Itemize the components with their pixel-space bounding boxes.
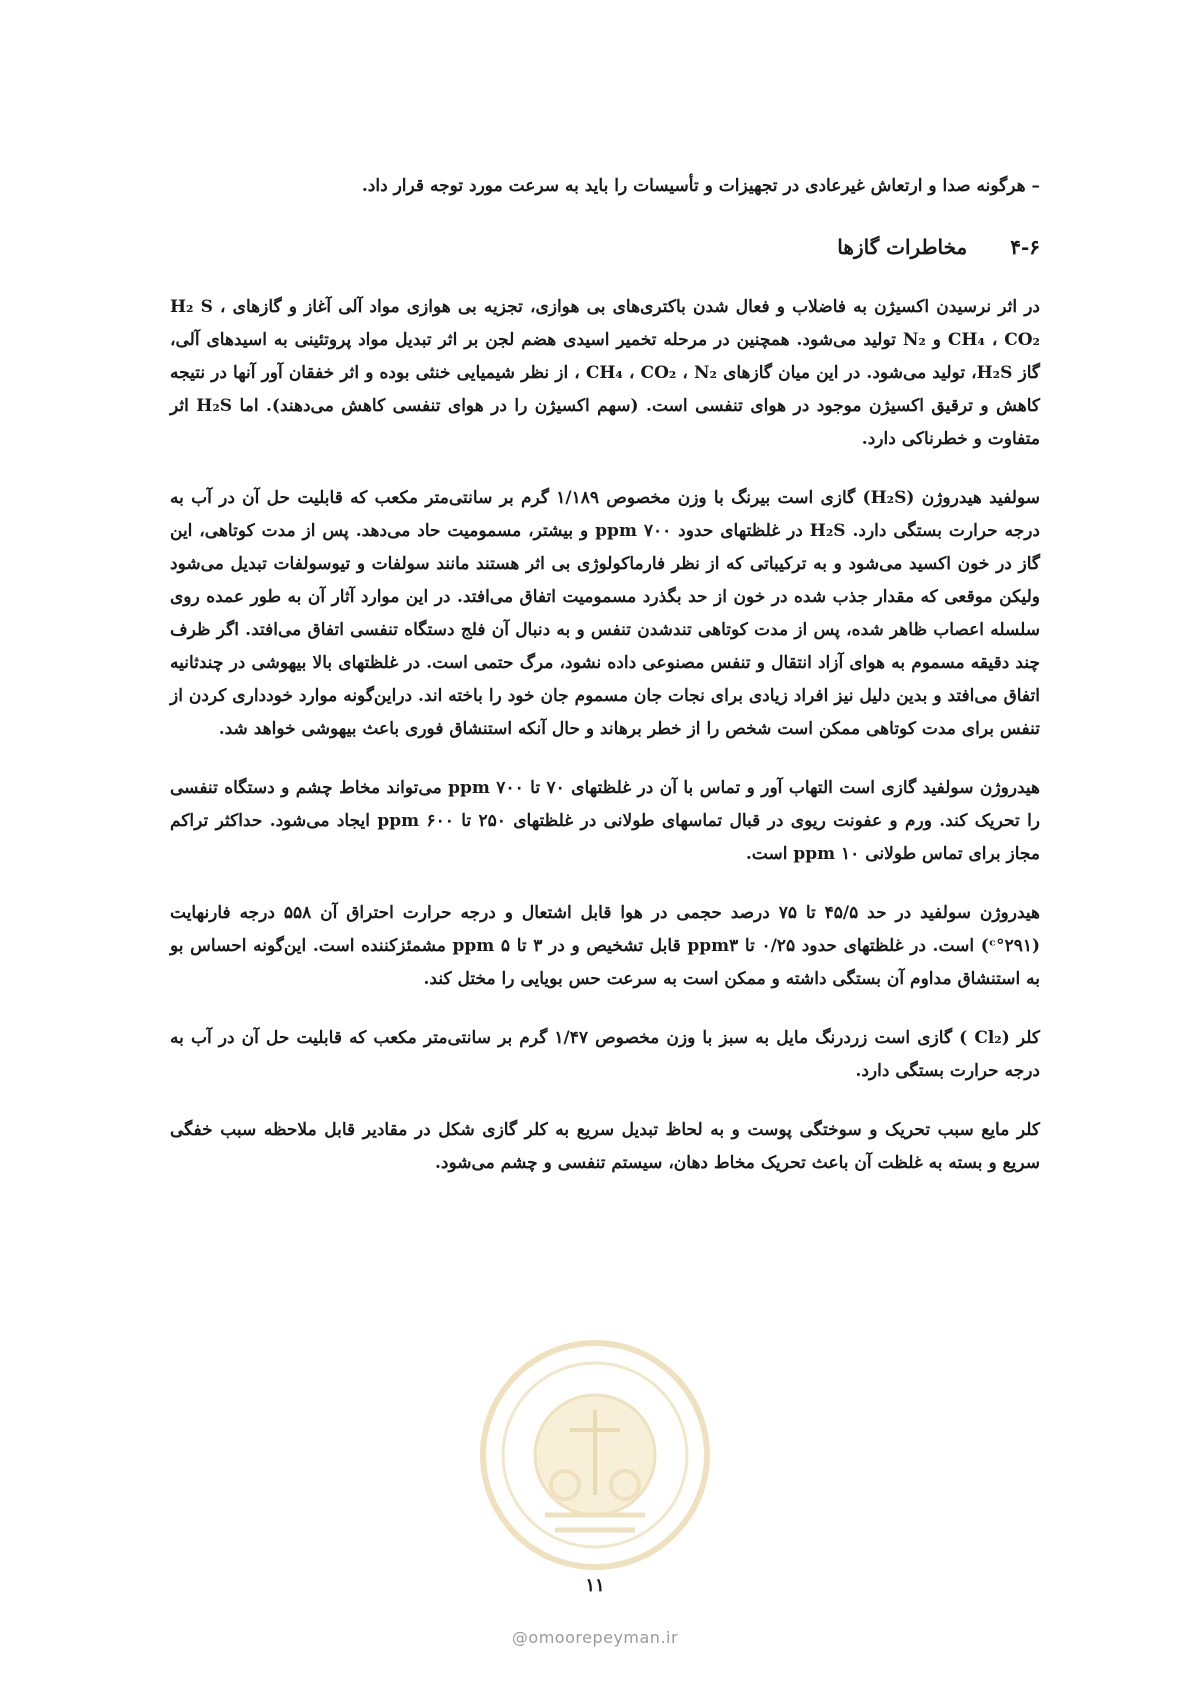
paragraph: هیدروژن سولفید در حد ۴۵/۵ تا ۷۵ درصد حجمی در هوا قابل اشتعال و درجه حرارت احتراق آن ۵۵۸ درجه فارنهایت (۲۹۱°ᶜ) است. در غلظتهای حدود ۰/۲۵ تا ppm۳ قابل تشخیص و در ۳ تا ppm ۵ مشمئزکننده است. این‌گونه احساس بو به استنشاق مداوم آن بستگی داشته و ممکن است به سرعت حس بویایی را مختل کند. (170, 903, 1041, 989)
section-heading (170, 229, 1040, 265)
paragraph: کلر مایع سبب تحریک و سوختگی پوست و به لحاظ تبدیل سریع به کلر گازی شکل در مقادیر قابل ملاحظه سبب خفگی سریع و بسته به غلظت آن باعث تحریک مخاط دهان، سیستم تنفسی و چشم می‌شود. (170, 1120, 1041, 1173)
section-number: ۴-۶ (1010, 235, 1040, 259)
paragraph: هیدروژن سولفید گازی است التهاب آور و تماس با آن در غلظتهای ۷۰ تا ppm ۷۰۰ می‌تواند مخاط چشم و دستگاه تنفسی را تحریک کند. ورم و عفونت ریوی در قبال تماسهای طولانی در غلظتهای ۲۵۰ تا ppm ۶۰۰ ایجاد می‌شود. حداکثر تراکم مجاز برای تماس طولانی ppm ۱۰ است. (170, 778, 1041, 864)
site-watermark: @omoorepeyman.ir (511, 1628, 679, 1647)
page-number: ۱۱ (585, 1575, 605, 1596)
seal-watermark-icon (475, 1335, 715, 1575)
paragraph: کلر (Cl₂ ) گازی است زردرنگ مایل به سبز با وزن مخصوص ۱/۴۷ گرم بر سانتی‌متر مکعب که قابلیت حل آن در آب به درجه حرارت بستگی دارد. (170, 1028, 1041, 1081)
paragraph: سولفید هیدروژن (H₂S) گازی است بیرنگ با وزن مخصوص ۱/۱۸۹ گرم بر سانتی‌متر مکعب که قابلیت حل آن در آب به درجه حرارت بستگی دارد. H₂S در غلظتهای حدود ppm ۷۰۰ و بیشتر، مسمومیت حاد می‌دهد. پس از مدت کوتاهی، این گاز در خون اکسید می‌شود و به ترکیباتی که از نظر فارماکولوژی بی اثر هستند مانند سولفات و تیوسولفات تبدیل می‌شود ولیکن موقعی که مقدار جذب شده در خون از حد بگذرد مسمومیت اتفاق می‌افتد. در این موارد آثار آن به طور عمده روی سلسله اعصاب ظاهر شده، پس از مدت کوتاهی تندشدن تنفس و به دنبال آن فلج دستگاه تنفسی اتفاق می‌افتد. اگر ظرف چند دقیقه مسموم به هوای آزاد انتقال و تنفس مصنوعی داده نشود، مرگ حتمی است. در غلظتهای بالا بیهوشی در چندثانیه اتفاق می‌افتد و بدین دلیل نیز افراد زیادی برای نجات جان مسموم جان خود را باخته اند. دراین‌گونه موارد خودداری کردن از تنفس برای مدت کوتاهی ممکن است شخص را از خطر برهاند و حال آنکه استنشاق فوری باعث بیهوشی خواهد شد. (170, 488, 1040, 739)
bullet-item: – هرگونه صدا و ارتعاش غیرعادی در تجهیزات و تأسیسات را باید به سرعت مورد توجه قرار داد. (361, 176, 1040, 196)
paragraph: در اثر نرسیدن اکسیژن به فاضلاب و فعال شدن باکتری‌های بی هوازی، تجزیه بی هوازی مواد آلی آغاز و گازهای H₂ S ، CH₄ ، CO₂ و N₂ تولید می‌شود. همچنین در مرحله تخمیر اسیدی هضم لجن بر اثر تبدیل مواد پروتئینی به اسیدهای آلی، گاز H₂S، تولید می‌شود. در این میان گازهای CH₄ ، CO₂ ، N₂ ، از نظر شیمیایی خنثی بوده و اثر خفقان آور آنها در نتیجه کاهش و ترقیق اکسیژن موجود در هوای تنفسی است. (سهم اکسیژن را در هوای تنفسی کاهش می‌دهند). اما H₂S اثر متفاوت و خطرناکی دارد. (170, 297, 1041, 449)
page-body (170, 170, 1040, 1206)
section-title: مخاطرات گازها (837, 235, 968, 259)
